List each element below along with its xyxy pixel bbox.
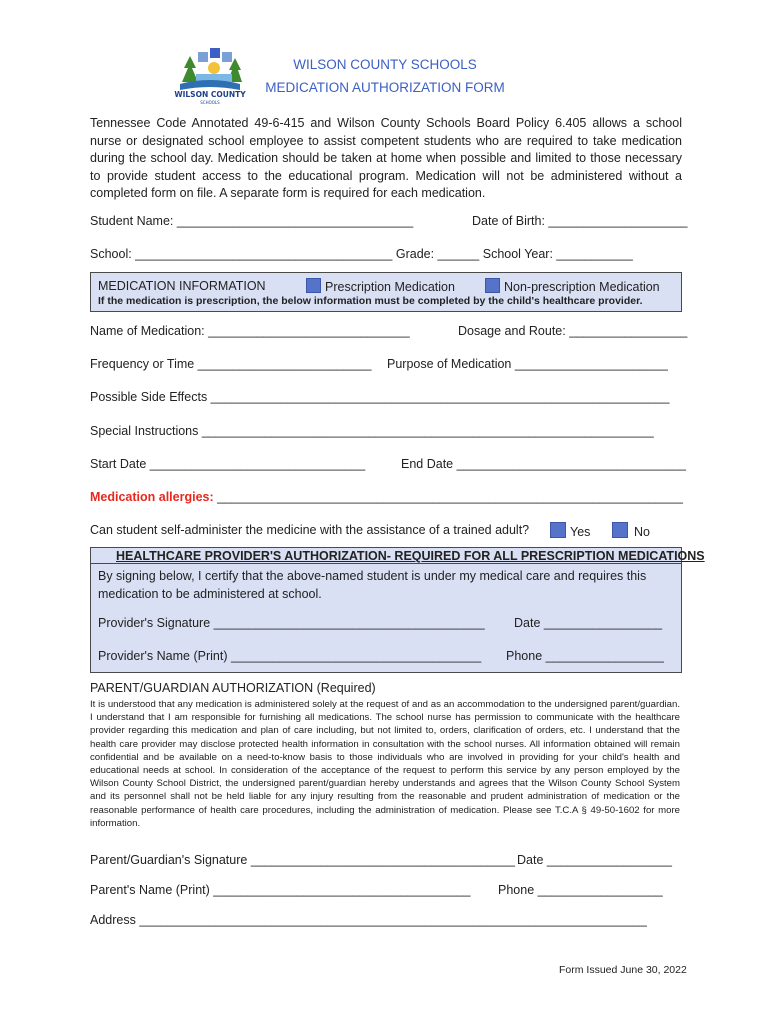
self-administer-question: Can student self-administer the medicine with the assistance of a trained adult? bbox=[90, 523, 530, 537]
special-instructions-field[interactable]: Special Instructions _________________________________________________________________ bbox=[90, 424, 654, 438]
provider-statement: By signing below, I certify that the above-named student is under my medical care and requires this medication to be administered at school. bbox=[98, 569, 647, 601]
yes-label: Yes bbox=[570, 525, 591, 539]
prescription-option[interactable] bbox=[306, 278, 455, 294]
prescription-checkbox[interactable] bbox=[306, 278, 321, 293]
form-title: MEDICATION AUTHORIZATION FORM bbox=[265, 80, 505, 95]
parent-phone-field[interactable]: Phone __________________ bbox=[498, 883, 663, 897]
prescription-label: Prescription Medication bbox=[325, 280, 455, 294]
parent-signature-field[interactable]: Parent/Guardian's Signature ______________________________________ bbox=[90, 853, 515, 867]
provider-heading: HEALTHCARE PROVIDER'S AUTHORIZATION- REQUIRED FOR ALL PRESCRIPTION MEDICATIONS bbox=[116, 549, 705, 563]
allergies-line: ___________________________________________________________________ bbox=[217, 490, 683, 504]
yes-checkbox[interactable] bbox=[550, 522, 566, 538]
parent-paragraph: It is understood that any medication is administered solely at the request of and as an accommodation to the undersigned parent/guardian. I understand that I am responsible for furnishing all medications. The school nurse has permission to communicate with the healthcare provider regarding this medication and plan of care including, but not limited to, orders, clarification of orders, etc. I understand that the health care provider may disclose protected health information in consultation with the school nurses. All information obtained will remain confidential and be available on a need-to-know basis to those individuals who are involved in providing for your child's health and educational needs at school. In consideration of the acceptance of the request to perform this service by any person employed by the Wilson County School District, the undersigned parent/guardian hereby understands and agrees that the Wilson County School System and its personnel shall not be held liable for any injury resulting from the reasonable and prudent administration of medication or the reasonable performance of health care procedures, including the administration of medication. Please see T.C.A § 49-50-1602 for more information. bbox=[90, 699, 680, 829]
side-effects-field[interactable]: Possible Side Effects __________________________________________________________________ bbox=[90, 390, 670, 404]
no-label: No bbox=[634, 525, 650, 539]
provider-header-divider bbox=[91, 563, 681, 564]
purpose-field[interactable]: Purpose of Medication ______________________ bbox=[387, 357, 668, 371]
allergies-label: Medication allergies: bbox=[90, 490, 214, 504]
svg-text:WILSON COUNTY: WILSON COUNTY bbox=[174, 90, 246, 99]
self-admin-yes-option[interactable] bbox=[550, 522, 590, 539]
student-name-field[interactable]: Student Name: __________________________________ bbox=[90, 214, 414, 228]
medication-info-label: MEDICATION INFORMATION bbox=[98, 279, 266, 293]
start-date-field[interactable]: Start Date _______________________________ bbox=[90, 457, 366, 471]
provider-signature-field[interactable]: Provider's Signature _______________________________________ bbox=[98, 616, 485, 630]
svg-text:SCHOOLS: SCHOOLS bbox=[200, 100, 220, 105]
provider-date-field[interactable]: Date _________________ bbox=[514, 616, 663, 630]
school-grade-year-field[interactable]: School: _____________________________________ Grade: ______ School Year: ___________ bbox=[90, 247, 633, 261]
nonprescription-option[interactable] bbox=[485, 278, 660, 294]
district-name: WILSON COUNTY SCHOOLS bbox=[293, 57, 477, 72]
allergies-field[interactable] bbox=[90, 490, 683, 504]
district-logo bbox=[174, 44, 246, 106]
nonprescription-label: Non-prescription Medication bbox=[504, 280, 660, 294]
end-date-field[interactable]: End Date _________________________________ bbox=[401, 457, 687, 471]
dosage-route-field[interactable]: Dosage and Route: _________________ bbox=[458, 324, 688, 338]
form-issued-date: Form Issued June 30, 2022 bbox=[559, 964, 687, 976]
address-field[interactable]: Address _________________________________________________________________________ bbox=[90, 913, 647, 927]
nonprescription-checkbox[interactable] bbox=[485, 278, 500, 293]
self-admin-no-option[interactable] bbox=[612, 522, 650, 539]
intro-paragraph: Tennessee Code Annotated 49-6-415 and Wilson County Schools Board Policy 6.405 allows a school nurse or designated school employee to assist competent students who are required to take medication during the school day. Medication should be taken at home when possible and limited to those necessary to provide student access to the educational program. Medication will not be administered without a completed form on file. A separate form is required for each medication. bbox=[90, 116, 682, 200]
frequency-field[interactable]: Frequency or Time _________________________ bbox=[90, 357, 372, 371]
parent-heading: PARENT/GUARDIAN AUTHORIZATION (Required) bbox=[90, 681, 376, 695]
medication-name-field[interactable]: Name of Medication: _____________________________ bbox=[90, 324, 410, 338]
provider-name-field[interactable]: Provider's Name (Print) ____________________________________ bbox=[98, 649, 482, 663]
provider-phone-field[interactable]: Phone _________________ bbox=[506, 649, 664, 663]
dob-field[interactable]: Date of Birth: ____________________ bbox=[472, 214, 688, 228]
no-checkbox[interactable] bbox=[612, 522, 628, 538]
prescription-note: If the medication is prescription, the below information must be completed by the child's healthcare provider. bbox=[98, 295, 643, 307]
parent-date-field[interactable]: Date __________________ bbox=[517, 853, 673, 867]
parent-name-field[interactable]: Parent's Name (Print) _____________________________________ bbox=[90, 883, 471, 897]
